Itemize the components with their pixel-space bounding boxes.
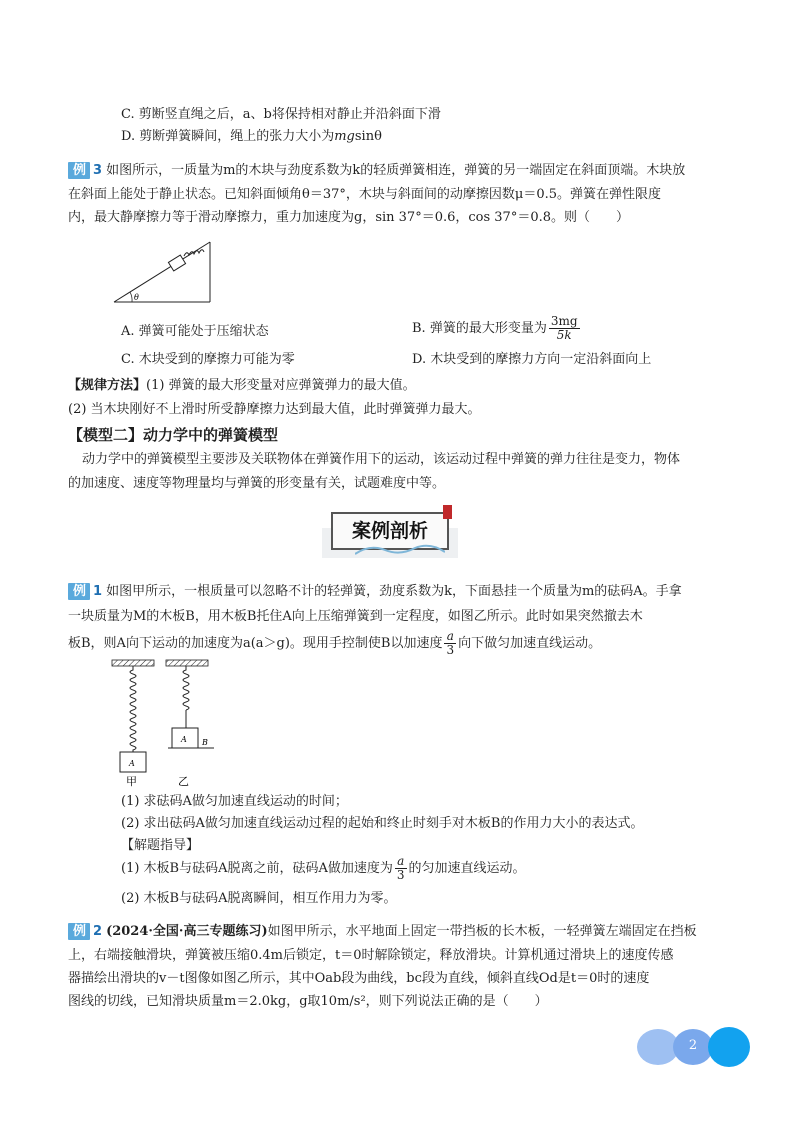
example1-frac-den: 3 — [446, 643, 455, 657]
example-number: 3 — [93, 163, 103, 178]
example-badge: 例 — [68, 162, 90, 179]
fig-caption-left: 甲 — [126, 775, 137, 788]
example2-text1: 如图甲所示，水平地面上固定一带挡板的长木板，一轻弹簧左端固定在挡板 — [267, 924, 697, 939]
example2-line1 — [68, 921, 697, 943]
example-number: 1 — [93, 584, 103, 599]
guide-line2: (2) 木板B与砝码A脱离瞬间，相互作用力为零。 — [121, 891, 397, 906]
example3-text1: 如图所示，一质量为m的木块与劲度系数为k的轻质弹簧相连，弹簧的另一端固定在斜面顶端。木块放 — [106, 163, 686, 178]
option-b-denominator: 5k — [556, 328, 572, 342]
incline-figure — [108, 236, 218, 308]
option-d-suffix: sinθ — [354, 129, 382, 144]
method-label: 【规律方法】 — [68, 378, 147, 393]
option-d2: D. 木块受到的摩擦力方向一定沿斜面向上 — [412, 352, 652, 367]
method-line2: (2) 当木块刚好不上滑时所受静摩擦力达到最大值，此时弹簧弹力最大。 — [68, 402, 481, 417]
option-b-prefix: B. 弹簧的最大形变量为 — [412, 321, 547, 336]
example3-line3: 内，最大静摩擦力等于滑动摩擦力，重力加速度为g，sin 37°＝0.6，cos 37°＝0.8。则（ ） — [68, 210, 629, 225]
option-c: C. 剪断竖直绳之后，a、b将保持相对静止并沿斜面下滑 — [121, 107, 441, 122]
page-number: 2 — [688, 1038, 698, 1053]
method-line1 — [68, 375, 416, 397]
model2-heading: 【模型二】动力学中的弹簧模型 — [68, 426, 279, 444]
example1-text1: 如图甲所示，一根质量可以忽略不计的轻弹簧，劲度系数为k，下面悬挂一个质量为m的砝码A。手拿 — [106, 584, 682, 599]
example1-frac-num: a — [444, 630, 456, 644]
example1-line3-prefix: 板B，则A向下运动的加速度为a(a＞g)。现用手控制使B以加速度 — [68, 636, 443, 651]
option-b-numerator: 3mg — [550, 314, 578, 328]
guide-frac-num: a — [395, 855, 407, 869]
case-title: 案例剖析 — [331, 512, 449, 550]
fig-caption-right: 乙 — [178, 775, 189, 788]
example2-line2: 上，右端接触滑块，弹簧被压缩0.4m后锁定，t＝0时解除锁定，释放滑块。计算机通过滑块上的速度传感 — [68, 948, 674, 963]
example1-line1 — [68, 581, 682, 603]
example3-line1 — [68, 160, 685, 182]
model2-line1: 动力学中的弹簧模型主要涉及关联物体在弹簧作用下的运动，该运动过程中弹簧的弹力往往是变力，物体 — [82, 452, 681, 467]
angle-label: θ — [134, 293, 139, 302]
guide-frac-den: 3 — [396, 868, 405, 882]
option-b-fraction — [549, 315, 580, 342]
case-title-red-tab — [443, 505, 452, 519]
example1-fraction — [444, 630, 456, 657]
fig-a-label: A — [129, 759, 135, 768]
spring-figures — [108, 658, 228, 788]
example2-source: (2024·全国·高三专题练习) — [106, 924, 268, 939]
option-a: A. 弹簧可能处于压缩状态 — [121, 324, 269, 339]
example-number: 2 — [93, 924, 103, 939]
example-badge: 例 — [68, 923, 90, 940]
fig-b-B-label: B — [202, 738, 208, 747]
model2-line2: 的加速度、速度等物理量均与弹簧的形变量有关，试题难度中等。 — [68, 476, 446, 491]
example1-q2: (2) 求出砝码A做匀加速直线运动过程的起始和终止时刻手对木板B的作用力大小的表达式。 — [121, 816, 644, 831]
method-text1: (1) 弹簧的最大形变量对应弹簧弹力的最大值。 — [146, 378, 416, 393]
guide-line1-suffix: 的匀加速直线运动。 — [408, 861, 526, 876]
guide-fraction — [395, 855, 407, 882]
example3-line2: 在斜面上能处于静止状态。已知斜面倾角θ＝37°，木块与斜面间的动摩擦因数μ＝0.5。弹簧在弹性限度 — [68, 187, 661, 202]
example2-line3: 器描绘出滑块的v－t图像如图乙所示，其中Oab段为曲线，bc段为直线，倾斜直线Od是t＝0时的速度 — [68, 971, 650, 986]
example1-line2: 一块质量为M的木板B，用木板B托住A向上压缩弹簧到一定程度，如图乙所示。此时如果突然撤去木 — [68, 609, 643, 624]
case-title-waves — [355, 540, 445, 556]
guide-label: 【解题指导】 — [121, 838, 200, 853]
example1-line3 — [68, 629, 601, 659]
option-d-prefix: D. 剪断弹簧瞬间，绳上的张力大小为 — [121, 129, 335, 144]
example2-line4: 图线的切线，已知滑块质量m＝2.0kg，g取10m/s²，则下列说法正确的是（ ） — [68, 994, 548, 1009]
example1-q1: (1) 求砝码A做匀加速直线运动的时间； — [121, 794, 348, 809]
guide-line1-prefix: (1) 木板B与砝码A脱离之前，砝码A做加速度为 — [121, 861, 393, 876]
page-deco-circle-right — [708, 1027, 750, 1067]
option-d-math: mg — [334, 129, 355, 144]
fig-b-A-label: A — [181, 735, 187, 744]
option-b — [412, 314, 582, 344]
option-d — [121, 126, 382, 148]
option-c2: C. 木块受到的摩擦力可能为零 — [121, 352, 295, 367]
guide-line1 — [121, 854, 526, 884]
example1-line3-suffix: 向下做匀加速直线运动。 — [458, 636, 602, 651]
example-badge: 例 — [68, 583, 90, 600]
